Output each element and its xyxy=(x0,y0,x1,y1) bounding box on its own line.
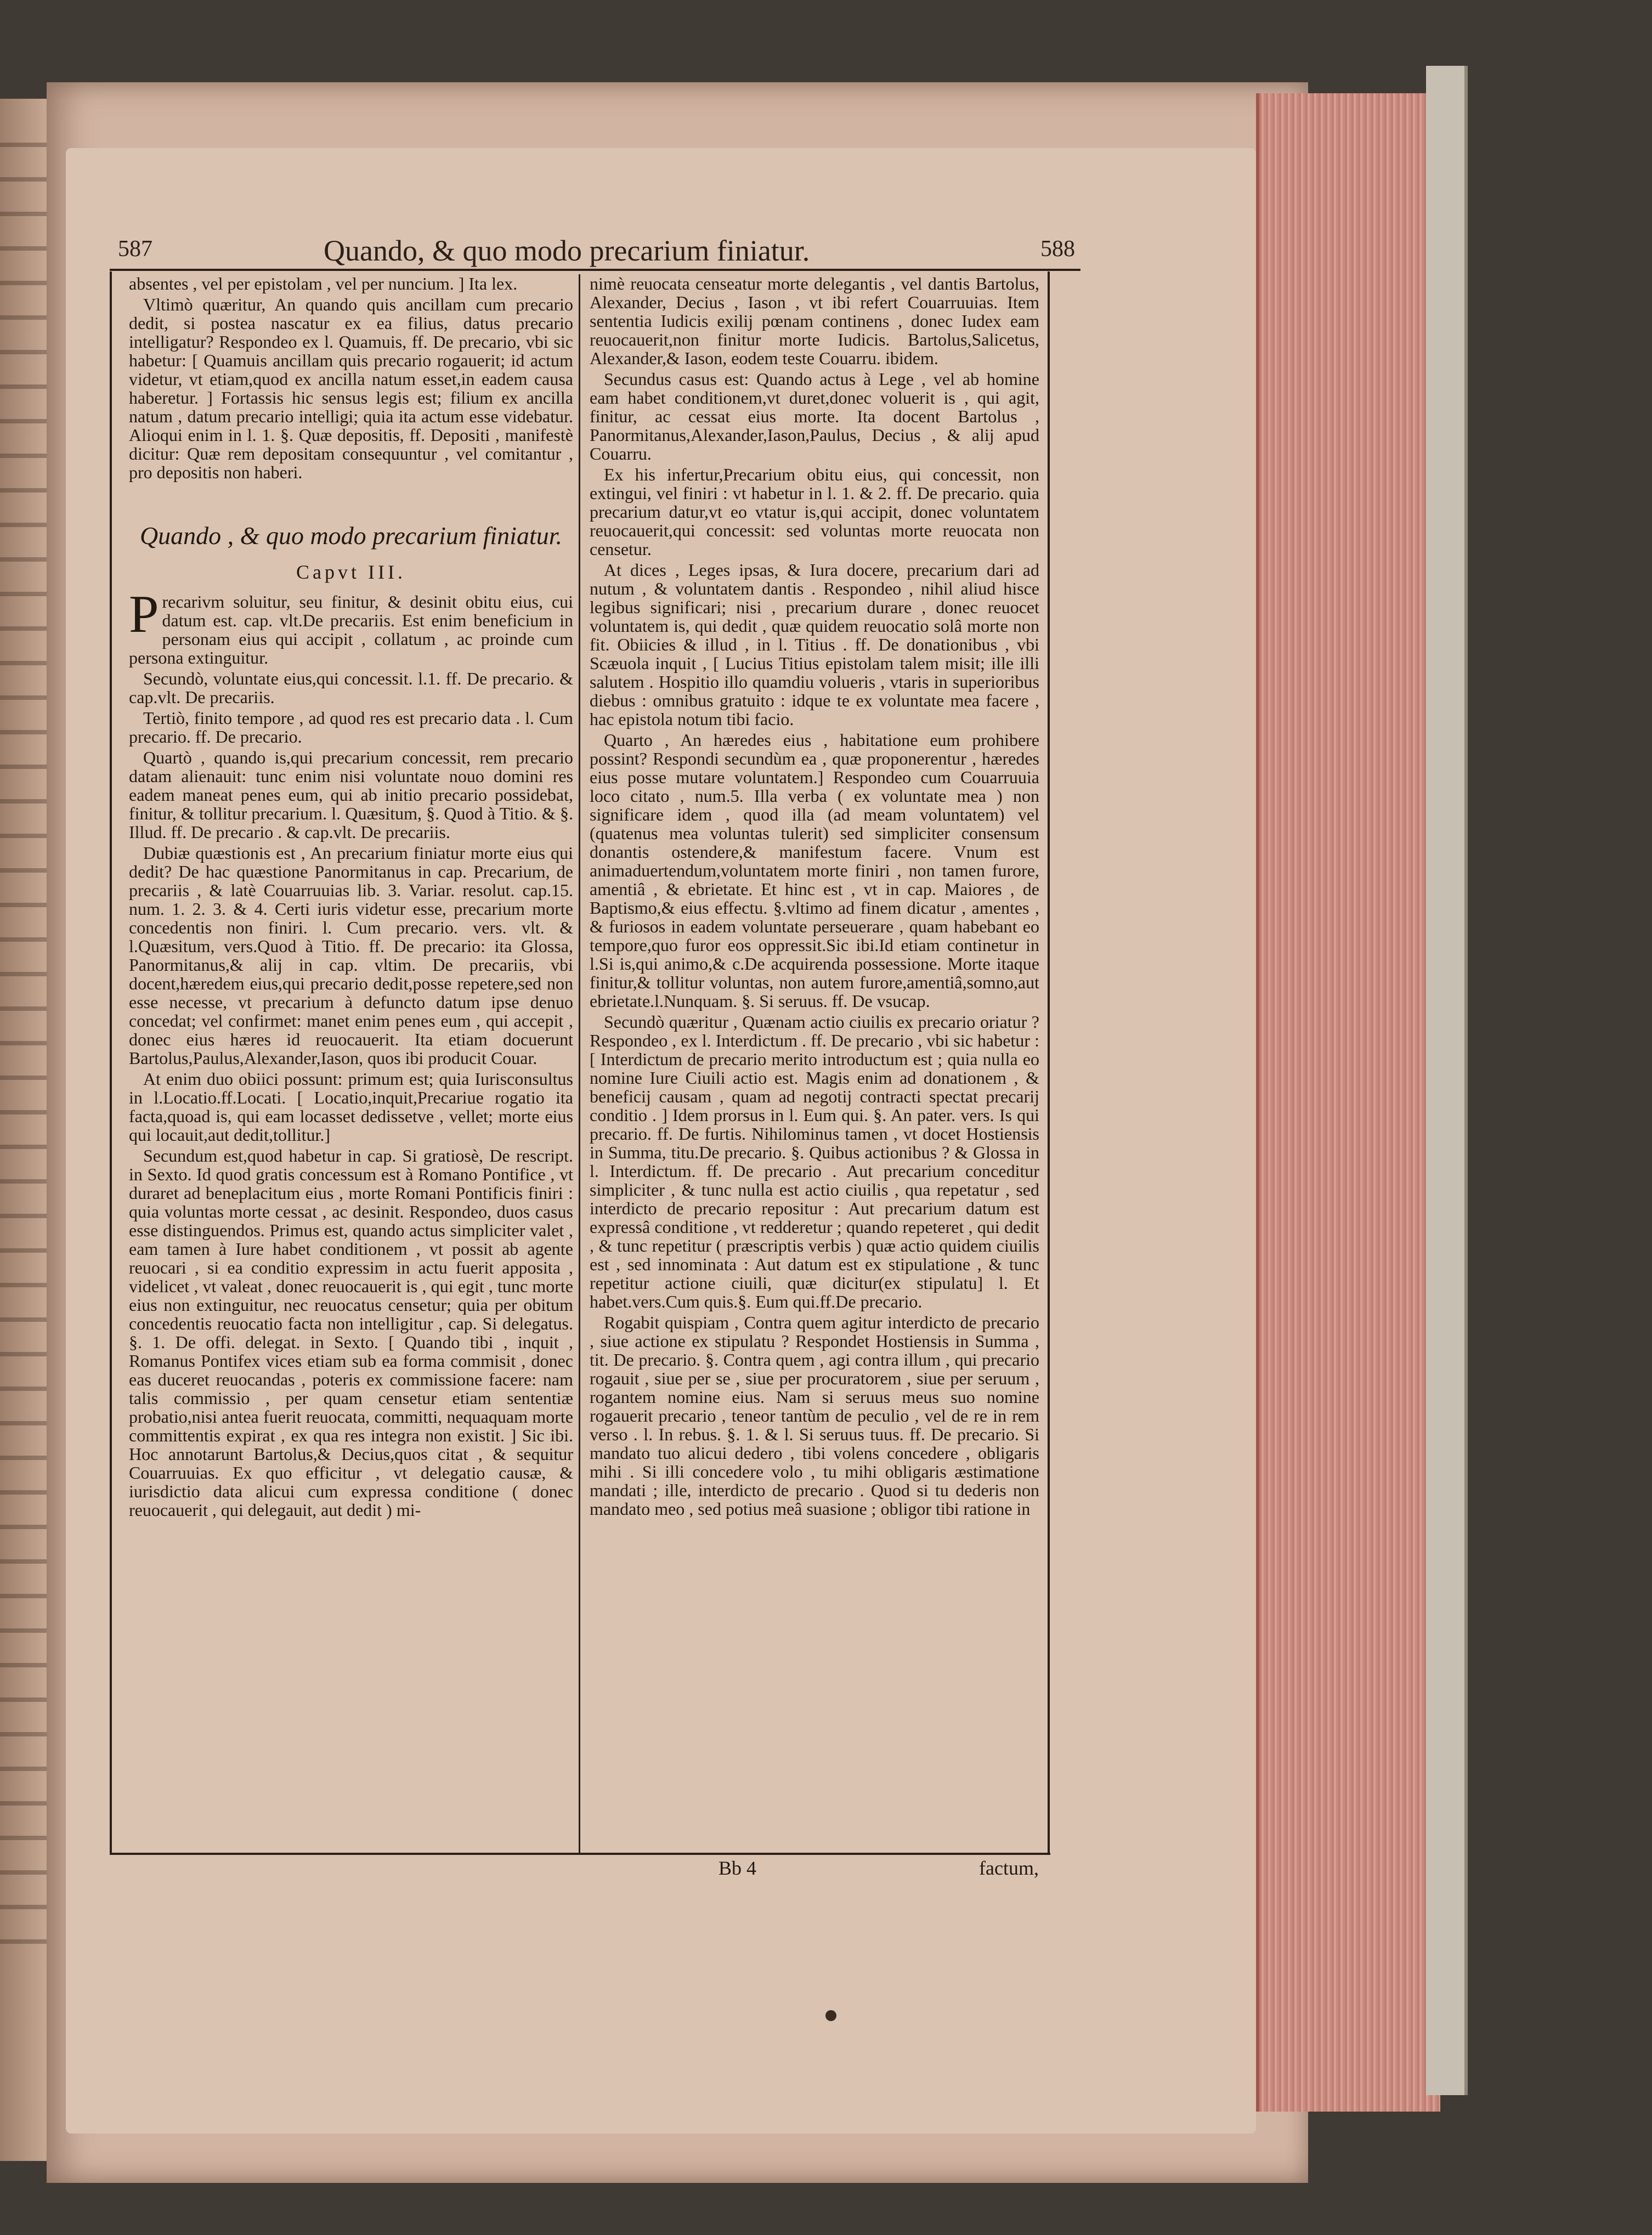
paragraph: absentes , vel per epistolam , vel per nuncium. ] Ita lex. xyxy=(129,274,518,293)
left-column xyxy=(129,274,573,1854)
paragraph: Secundus casus est: Quando actus à Lege , vel ab homine eam habet conditionem,vt duret,donec voluerit is , qui agit, finitur, ac cessat eius morte. Ita docent Bartolus , Panormitanus,Alexander,Iason,Paulus, Decius , & alij apud Couarru. xyxy=(590,369,1039,463)
paragraph: At enim duo obiici possunt: primum est; quia Iurisconsultus in l.Locatio.ff.Locati. [ Locatio,inquit,Precariue rogatio ita facta,quoad is, qui eam locasset dedissetve , vellet; morte eius qui locauit,aut dedit,tollitur.] xyxy=(129,1069,573,1145)
paragraph: At dices , Leges ipsas, & Iura docere, precarium dari ad nutum , & voluntatem dantis . Respondeo , nihil aliud hisce legibus significari; nisi , precarium durare , donec reuocet voluntatem is, qui dedit , quæ quidem reuocatio solâ morte non fit. Obiicies & illud , in l. Titius . ff. De donationibus , vbi Scæuola inquit , [ Lucius Titius epistolam talem misit; ille illi salutem . Hospitio illo quamdiu volueris , vtaris in superioribus diebus : omnibus gratuito : idque te ex voluntate mea facere , hac epistola notum tibi facio. xyxy=(590,560,1039,729)
signature-mark: Bb 4 xyxy=(718,1857,757,1879)
right-column xyxy=(590,274,1039,1854)
page-number-left: 587 xyxy=(118,236,152,262)
paragraph-drop-cap: Precarivm soluitur, seu finitur, & desinit obitu eius, cui datum est. cap. vlt.De precariis. Est enim beneficium in personam eius qui accipit , collatum , ac proinde cum persona extinguitur. xyxy=(129,585,573,667)
ink-spot xyxy=(825,2010,836,2021)
column-divider xyxy=(579,274,580,1854)
running-title: Quando, & quo modo precarium finiatur. xyxy=(324,234,810,267)
chapter-heading: Capvt III. xyxy=(296,561,406,583)
section-title: Quando , & quo modo precarium finiatur. xyxy=(139,522,563,550)
catchword: factum, xyxy=(979,1857,1039,1879)
book-cover-edge xyxy=(1426,66,1468,2095)
frame-rule-right xyxy=(1048,271,1050,1854)
frame-rule-left xyxy=(110,271,112,1854)
running-header xyxy=(110,236,1080,271)
paragraph: Dubiæ quæstionis est , An precarium finiatur morte eius qui dedit? De hac quæstione Panormitanus in cap. Precarium, de precariis , & latè Couarruuias lib. 3. Variar. resolut. cap.15. num. 1. 2. 3. & 4. Certi iuris videtur esse, precarium morte concedentis non finiri. l. Cum precario. vers. vlt. & l.Quæsitum, vers.Quod à Titio. ff. De precario: ita Glossa, Panormitanus,& alij in cap. vltim. De precariis, vbi docent,hæredem eius,qui precario dedit,posse repetere,sed non esse necesse, vt precarium à defuncto datum ipse denuo concedat; vel confirmet: manet enim penes eum , qui accepit , donec eius hæres id reuocauerit. Ita etiam docuerunt Bartolus,Paulus,Alexander,Iason, quos ibi producit Couar. xyxy=(129,843,573,1068)
paragraph: Vltimò quæritur, An quando quis ancillam cum precario dedit, si postea nascatur ex ea filius, datus precario intelligatur? Respondeo ex l. Quamuis, ff. De precario, vbi sic habetur: [ Quamuis ancillam quis precario rogauerit; id actum videtur, vt etiam,quod ex ancilla natum esset,in eadem causa haberetur. ] Fortassis hic sensus legis est; filium ex ancilla natum , datum precario intelligi; quia ita actum esse videbatur. Alioqui enim in l. 1. §. Quæ depositis, ff. Depositi , manifestè dicitur: Quæ rem depositam consequuntur , vel comitantur , pro depositis non haberi. xyxy=(129,295,573,482)
page-number-right: 588 xyxy=(1040,236,1075,262)
paragraph: Secundum est,quod habetur in cap. Si gratiosè, De rescript. in Sexto. Id quod gratis concessum est à Romano Pontifice , vt duraret ad beneplacitum eius , morte Romani Pontificis finiri : quia voluntas morte cessat , ac desinit. Respondeo, duos casus esse distinguendos. Primus est, quando actus simpliciter valet , eam tamen à Iure habet conditionem , vt possit ab agente reuocari , si ea conditio expressim in actu fuerit apposita , videlicet , vt valeat , donec reuocauerit is , qui egit , tunc morte eius non extinguitur, nec reuocatus censetur; quia per obitum concedentis reuocatio facta non intelligitur , cap. Si delegatus. §. 1. De offi. delegat. in Sexto. [ Quando tibi , inquit , Romanus Pontifex vices etiam sub ea forma commisit , donec eas duceret reuocandas , poteris ex commissione facere: nam talis commissio , per quam censetur etiam sententiæ probatio,nisi antea fuerit reuocata, committi, nequaquam morte committentis expirat , ex qua res integra non existit. ] Sic ibi. Hoc annotarunt Bartolus,& Decius,quos citat , & sequitur Couarruuias. Ex quo efficitur , vt delegatio causæ, & iurisdictio data alicui cum expressa conditione ( donec reuocauerit , qui delegauit, aut dedit ) mi- xyxy=(129,1146,573,1520)
paragraph: Secundò, voluntate eius,qui concessit. l.1. ff. De precario. & cap.vlt. De precariis. xyxy=(129,669,573,707)
paragraph: nimè reuocata censeatur morte delegantis , vel dantis Bartolus, Alexander, Decius , Iason , vt ibi refert Couarruuias. Item sententia Iudicis exilij pœnam continens , donec Iudex eam reuocauerit,non finitur morte Iudicis. Bartolus,Salicetus, Alexander,& Iason, eodem teste Couarru. ibidem. xyxy=(590,274,1039,368)
paragraph: Ex his infertur,Precarium obitu eius, qui concessit, non extingui, vel finiri : vt habetur in l. 1. & 2. ff. De precario. quia precarium datur,vt eo vtatur is,qui accipit, donec voluntatem reuocauerit,qui concessit: sed voluntas morte reuocata non censetur. xyxy=(590,465,1039,559)
paragraph: Tertiò, finito tempore , ad quod res est precario data . l. Cum precario. ff. De precario. xyxy=(129,708,573,746)
paragraph: Secundò quæritur , Quænam actio ciuilis ex precario oriatur ? Respondeo , ex l. Interdictum . ff. De precario , vbi sic habetur : [ Interdictum de precario merito introductum est ; quia nulla eo nomine Iure Ciuili actio est. Magis enim ad donationem , & beneficij causam , quam ad negotij contracti spectat precarij conditio . ] Idem prorsus in l. Eum qui. §. An pater. vers. Is qui precario. ff. De furtis. Nihilominus tamen , vt docet Hostiensis in Summa, titu.De precario. §. Quibus actionibus ? & Glossa in l. Interdictum. ff. De precario . Aut precarium conceditur simpliciter , & tunc nulla est actio ciuilis , qua repetatur , sed interdicto de precario repositur : Aut precarium datum est expressâ conditione , vt redderetur ; quando repeteret , qui dedit , & tunc repetitur ( præscriptis verbis ) quæ actio quidem ciuilis est , sed innominata : Aut datum est ex stipulatione , & tunc repetitur actione ciuili, quæ dicitur(ex stipulatu] l. Et habet.vers.Cum quis.§. Eum qui.ff.De precario. xyxy=(590,1012,1039,1311)
paragraph: Rogabit quispiam , Contra quem agitur interdicto de precario , siue actione ex stipulatu ? Respondet Hostiensis in Summa , tit. De precario. §. Contra quem , agi contra illum , qui precario rogauit , siue per se , siue per procuratorem , siue per seruum , rogantem nomine eius. Nam si seruus meus suo nomine rogauerit precario , teneor tantùm de peculio , vel de re in rem verso . l. In rebus. §. 1. & l. Si seruus tuus. ff. De precario. Si mandato tuo alicui dedero , tibi volens concedere , obligaris mihi . Si illi concedere volo , tu mihi obligaris æstimatione mandati ; ille, interdicto de precario . Quod si tu dederis non mandato meo , sed potius meâ suasione ; obligor tibi ratione in xyxy=(590,1312,1039,1519)
book-text-block-edge xyxy=(1256,93,1440,2112)
paragraph: Quartò , quando is,qui precarium concessit, rem precario datam alienauit: tunc enim nisi voluntate nouo domini res eadem maneat penes eum, qui ab initio precario possidebat, finitur, & tollitur precarium. l. Quæsitum, §. Quod à Titio. & §. Illud. ff. De precario . & cap.vlt. De precariis. xyxy=(129,748,573,842)
paragraph: Quarto , An hæredes eius , habitatione eum prohibere possint? Respondi secundùm ea , quæ proponerentur , hæredes eius posse mutare voluntatem.] Respondeo cum Couarruuia loco citato , num.5. Illa verba ( ex voluntate mea ) non significare idem , quod illa (ad meam voluntatem) vel (quatenus mea voluntas tulerit) sed simpliciter consensum donantis ostendere,& manifestum facere. Vnum est animaduertendum,voluntatem morte finiri , non tamen furore, amentiâ , & ebrietate. Et hinc est , vt in cap. Maiores , de Baptismo,& eius effectu. §.vltimo ad finem dicatur , amentes , & furiosos in eadem voluntate perseuerare , quam habebant eo tempore,quo furor eos oppressit.Sic ibi.Id etiam continetur in l.Si is,qui animo,& c.De acquirenda possessione. Morte itaque finitur,& tollitur voluntas, non autem furore,amentiâ,somno,aut ebrietate.l.Nunquam. §. Si seruus. ff. De vsucap. xyxy=(590,730,1039,1011)
